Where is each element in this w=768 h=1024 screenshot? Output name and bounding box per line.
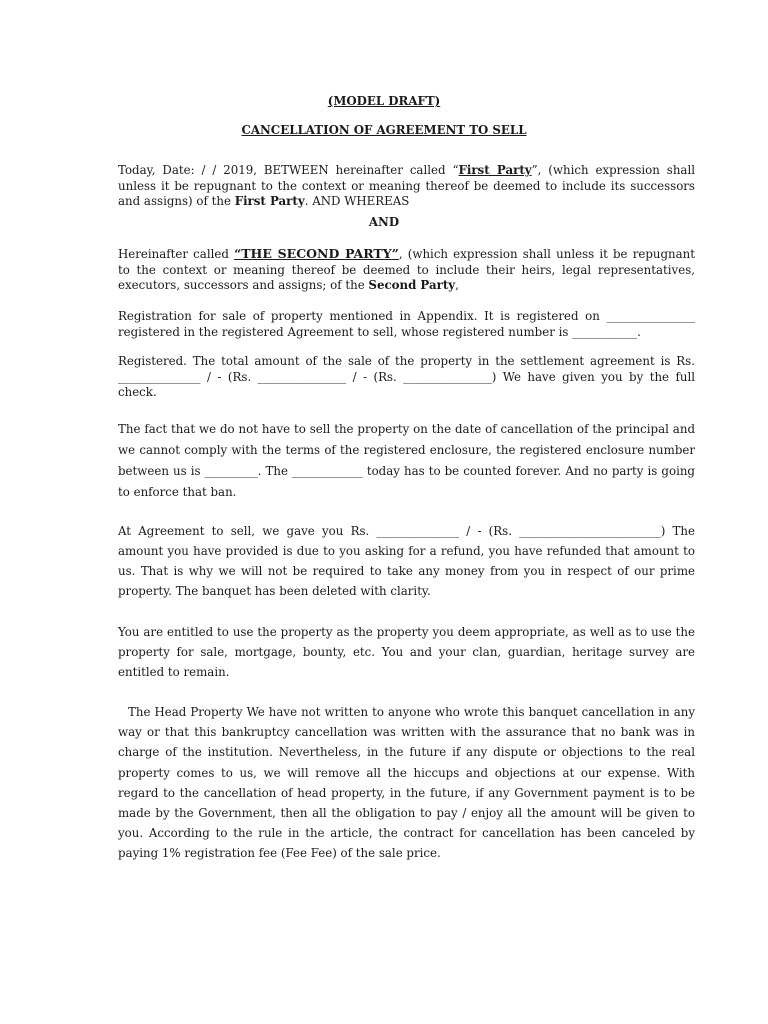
paragraph-entitlement: You are entitled to use the property as the property you deem appropriate, as well as to use the property for sale, mortgage, bounty, etc. You and your clan, guardian, heritage survey are entitled to remain. [118,625,695,679]
paragraph-second-party [118,246,695,294]
document-title: CANCELLATION OF AGREEMENT TO SELL [241,123,527,137]
p1-text-c: . AND WHEREAS [304,194,410,208]
second-party-term: “THE SECOND PARTY” [234,246,399,261]
p2-text-a: Hereinafter called [118,247,235,261]
paragraph-cancellation-fact: The fact that we do not have to sell the property on the date of cancellation of the principal and we cannot comply with the terms of the registered enclosure, the registered enclosure number between us is _________. The ____________ today has to be counted forever. And no party is going to enforce that ban. [118,422,695,499]
draft-label: (MODEL DRAFT) [327,94,441,108]
p1-text-a: Today, Date: / / 2019, BETWEEN hereinafter called “ [118,163,459,177]
paragraph-first-party [118,163,695,210]
first-party-bold: First Party [234,194,305,208]
paragraph-total-amount: Registered. The total amount of the sale of the property in the settlement agreement is Rs. ______________ / - (Rs. _______________ / - (Rs. _______________) We have given you by the full check. [118,354,695,399]
p1-text-b: ”, (which expression shall unless it be repugnant to the context or meaning thereof be deemed to include its successors and assigns) of the [118,163,695,208]
p2-text-c: , [455,278,459,292]
paragraph-refund: At Agreement to sell, we gave you Rs. ______________ / - (Rs. ________________________) The amount you have provided is due to you asking for a refund, you have refunded that amount to us. That is why we will not be required to take any money from you in respect of our prime property. The banquet has been deleted with clarity. [118,524,695,598]
and-heading: AND [368,215,400,229]
first-party-term: First Party [458,163,532,177]
second-party-bold: Second Party [368,278,456,292]
paragraph-registration: Registration for sale of property mentioned in Appendix. It is registered on _______________ registered in the registered Agreement to sell, whose registered number is ___________. [118,309,695,339]
p2-text-b: , (which expression shall unless it be repugnant to the context or meaning thereof be deemed to include their heirs, legal representatives, executors, successors and assigns; of the [118,247,695,292]
paragraph-head-property: The Head Property We have not written to anyone who wrote this banquet cancellation in any way or that this bankruptcy cancellation was written with the assurance that no bank was in charge of the institution. Nevertheless, in the future if any dispute or objections to the real property comes to us, we will remove all the hiccups and objections at our expense. With regard to the cancellation of head property, in the future, if any Government payment is to be made by the Government, then all the obligation to pay / enjoy all the amount will be given to you. According to the rule in the article, the contract for cancellation has been canceled by paying 1% registration fee (Fee Fee) of the sale price. [118,705,695,861]
